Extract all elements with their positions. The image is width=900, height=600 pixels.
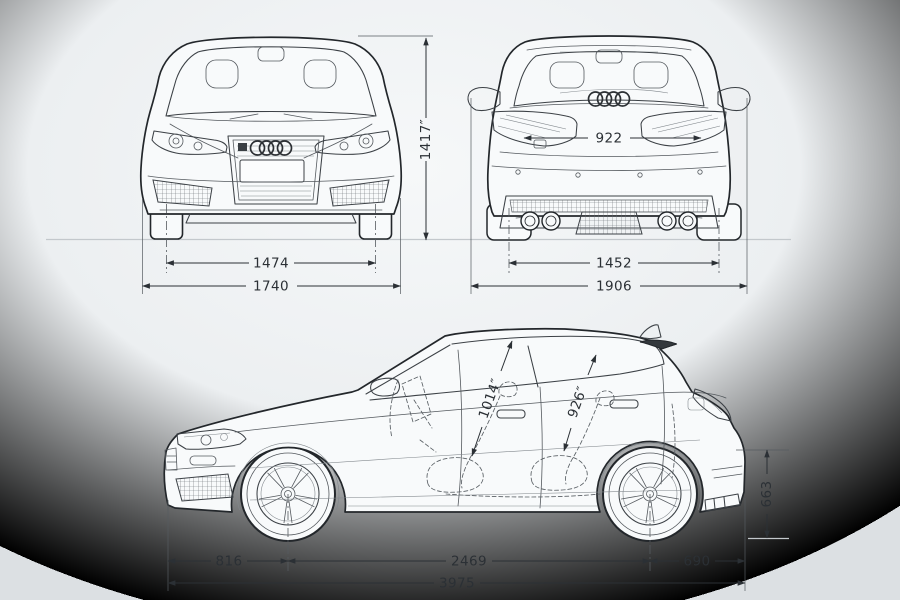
front-track-label: 1474 — [253, 255, 289, 272]
s1-badge — [238, 143, 247, 151]
front-view-car — [141, 37, 402, 239]
rear-track-label: 1452 — [596, 255, 632, 272]
rear-height-label: 663 — [759, 480, 775, 508]
front-overhang-label: 816 — [215, 553, 243, 570]
rear-inner-width-label: 922 — [595, 130, 623, 147]
side-fog-intake — [176, 474, 233, 501]
license-plate — [240, 160, 304, 182]
wheelbase-label: 2469 — [451, 553, 487, 570]
front-width-label: 1740 — [253, 278, 289, 295]
headroom-front-label: 1014″ — [475, 376, 505, 421]
rear-width-mirrors-label: 1906 — [596, 278, 632, 295]
rear-overhang-label: 690 — [683, 553, 711, 570]
height-label: 1417″ — [418, 118, 434, 161]
overall-length-label: 3975 — [439, 575, 475, 592]
headroom-rear-label: 926″ — [564, 384, 591, 421]
